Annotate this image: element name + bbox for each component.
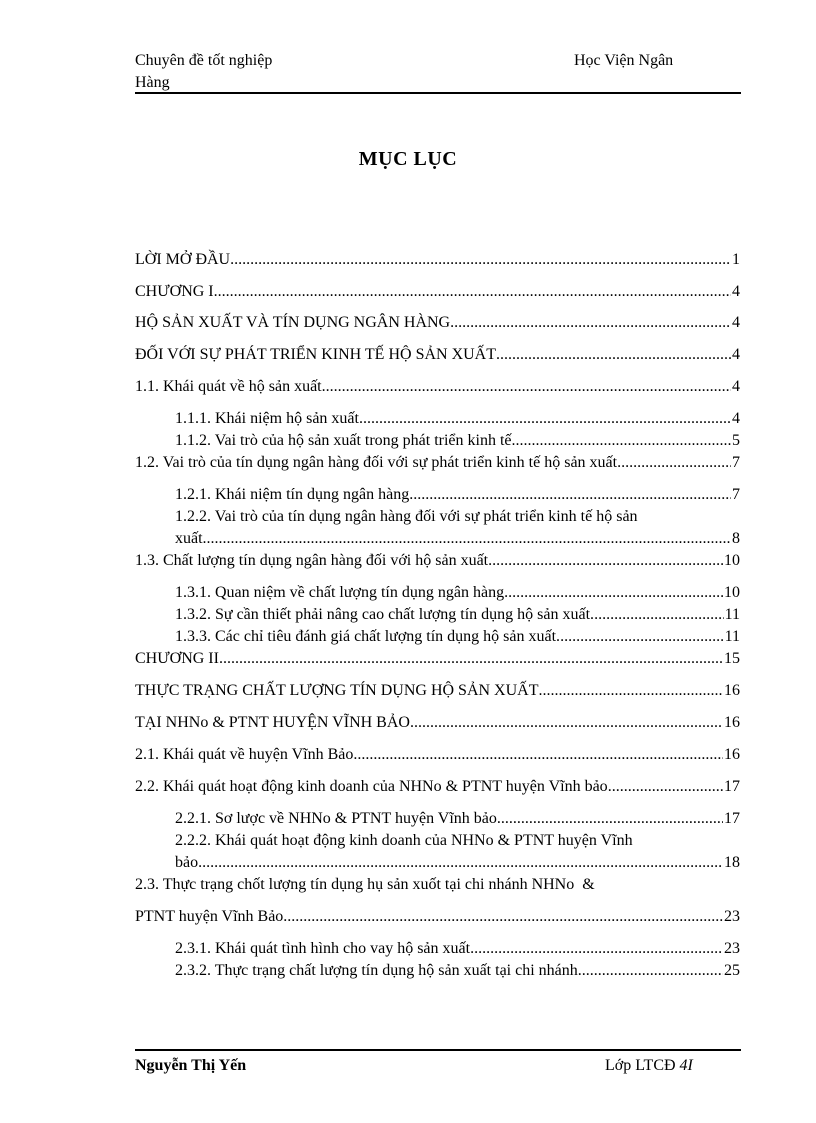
toc-entry-2-2-2-line2: bảo ..... 18: [175, 854, 740, 874]
header-right: Học Viện Ngân: [574, 52, 674, 69]
toc-entry-2-3-2: 2.3.2. Thực trạng chất lượng tín dụng hộ sản xuất tại chi nhánh ..... 25: [175, 962, 740, 982]
header-left-line2: Hàng: [135, 74, 170, 91]
footer-class-label: Lớp LTCĐ: [605, 1057, 676, 1074]
toc-entry-1-1-1: 1.1.1. Khái niệm hộ sản xuất ..... 4: [175, 410, 740, 430]
footer-class: [605, 1057, 693, 1075]
toc-entry-2-3-line1: 2.3. Thực trạng chốt lượng tín dụng hụ sản xuốt tại chi nhánh NHNo &: [135, 876, 595, 893]
toc-entry-2-3-line2: PTNT huyện Vĩnh Bảo. ..... 23: [135, 908, 740, 928]
toc-entry-1-1: 1.1. Khái quát về hộ sản xuất ..... 4: [135, 378, 740, 398]
toc-entry-2-2-2-line1: 2.2.2. Khái quát hoạt động kinh doanh của NHNo & PTNT huyện Vĩnh: [175, 832, 633, 849]
header-left-line1: Chuyên đề tốt nghiệp: [135, 52, 273, 69]
toc-entry-1-2-2-line1: 1.2.2. Vai trò của tín dụng ngân hàng đối với sự phát triển kinh tế hộ sản: [175, 508, 638, 525]
footer-author: Nguyễn Thị Yến: [135, 1057, 247, 1074]
toc-entry-1-3: 1.3. Chất lượng tín dụng ngân hàng đối với hộ sản xuất ..... 10: [135, 552, 740, 572]
toc-entry-2-3-1: 2.3.1. Khái quát tình hình cho vay hộ sản xuất. ..... 23: [175, 940, 740, 960]
toc-entry-tai-nhno: TẠI NHNo & PTNT HUYỆN VĨNH BẢO ..... 16: [135, 714, 740, 734]
toc-entry-1-3-2: 1.3.2. Sự cần thiết phải nâng cao chất lượng tín dụng hộ sản xuất. ..... 11: [175, 606, 740, 626]
toc-entry-1-2-1: 1.2.1. Khái niệm tín dụng ngân hàng ..... 7: [175, 486, 740, 506]
toc-entry-2-1: 2.1. Khái quát về huyện Vĩnh Bảo ..... 16: [135, 746, 740, 766]
toc-entry-chuong-1: CHƯƠNG I ..... 4: [135, 283, 740, 303]
toc-entry-chuong-2: CHƯƠNG II ..... 15: [135, 650, 740, 670]
footer-rule: [135, 1049, 741, 1051]
toc-entry-ho-san-xuat: HỘ SẢN XUẤT VÀ TÍN DỤNG NGÂN HÀNG ..... 4: [135, 314, 740, 334]
toc-entry-1-2: 1.2. Vai trò của tín dụng ngân hàng đối với sự phát triển kinh tế hộ sản xuất ..... 7: [135, 454, 740, 474]
toc-entry-2-2: 2.2. Khái quát hoạt động kinh doanh của NHNo & PTNT huyện Vĩnh bảo ..... 17: [135, 778, 740, 798]
toc-entry-2-2-1: 2.2.1. Sơ lược về NHNo & PTNT huyện Vĩnh bảo ..... 17: [175, 810, 740, 830]
toc-entry-1-3-3: 1.3.3. Các chỉ tiêu đánh giá chất lượng tín dụng hộ sản xuất. ..... 11: [175, 628, 740, 648]
toc-entry-loi-mo-dau: LỜI MỞ ĐẦU ..... 1: [135, 251, 740, 271]
table-of-contents: [135, 0, 740, 1123]
toc-entry-1-2-2-line2: xuất ..... 8: [175, 530, 740, 550]
toc-entry-thuc-trang: THỰC TRẠNG CHẤT LƯỢNG TÍN DỤNG HỘ SẢN XUẤT ..... 16: [135, 682, 740, 702]
toc-entry-1-3-1: 1.3.1. Quan niệm về chất lượng tín dụng ngân hàng ..... 10: [175, 584, 740, 604]
page-title: MỤC LỤC: [358, 148, 458, 170]
toc-entry-doi-voi-su-phat-trien: ĐỐI VỚI SỰ PHÁT TRIỂN KINH TẾ HỘ SẢN XUẤT ..... 4: [135, 346, 740, 366]
footer-class-number: 4I: [679, 1057, 693, 1074]
toc-entry-1-1-2: 1.1.2. Vai trò của hộ sản xuất trong phát triển kinh tế ..... 5: [175, 432, 740, 452]
